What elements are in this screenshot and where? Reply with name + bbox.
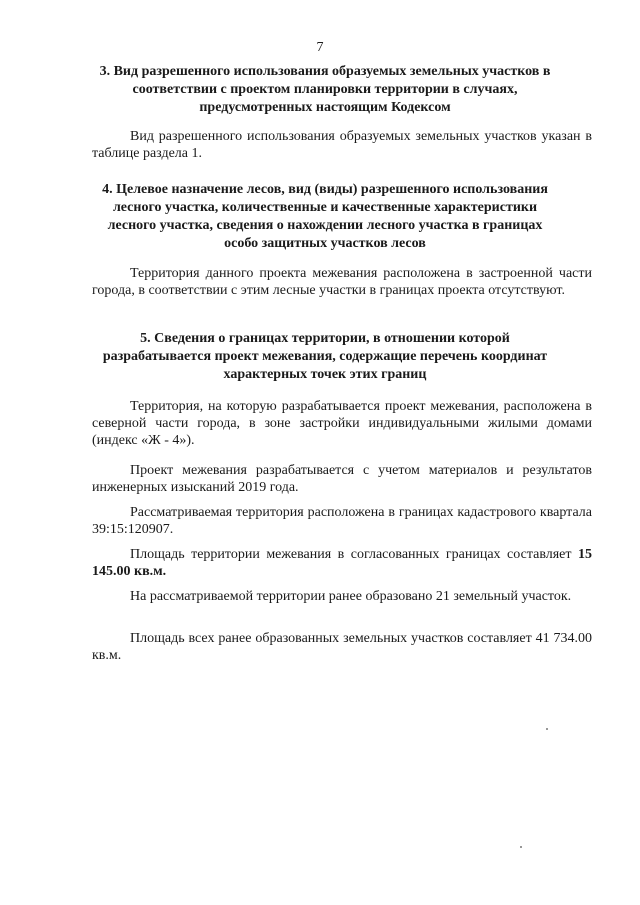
scan-speck [520, 846, 522, 848]
area-value: 15 145.00 кв.м. [92, 547, 593, 579]
section-5-paragraph-plots-count: На рассматриваемой территории ранее образовано 21 земельный участок. [130, 589, 572, 604]
section-4-paragraph: Территория данного проекта межевания расположена в застроенной части города, в соответствии с этим лесные участки в границах проекта отсутствуют. [92, 266, 592, 298]
section-5-paragraph-cadastral: Рассматриваемая территория расположена в границах кадастрового квартала 39:15:120907. [92, 505, 592, 537]
section-5-paragraph-area [92, 546, 592, 580]
section-5-heading: 5. Сведения о границах территории, в отношении которой разрабатывается проект межевания, содержащие перечень координат характерных точек этих границ [102, 331, 548, 382]
section-5-paragraph-surveys: Проект межевания разрабатывается с учетом материалов и результатов инженерных изысканий 2019 года. [92, 463, 592, 495]
area-text: Площадь территории межевания в согласованных границах составляет [130, 547, 572, 562]
scan-speck [546, 728, 548, 730]
section-3-heading: 3. Вид разрешенного использования образуемых земельных участков в соответствии с проектом планировки территории в случаях, предусмотренных настоящим Кодексом [99, 64, 551, 115]
section-5-paragraph-plots-area: Площадь всех ранее образованных земельных участков составляет 41 734.00 кв.м. [92, 631, 592, 663]
page-number: 7 [316, 40, 324, 55]
section-3-paragraph: Вид разрешенного использования образуемых земельных участков указан в таблице раздела 1. [92, 129, 592, 161]
section-5-paragraph-territory: Территория, на которую разрабатывается проект межевания, расположена в северной части города, в зоне застройки индивидуальными жилыми домами (индекс «Ж - 4»). [92, 399, 592, 448]
section-4-heading: 4. Целевое назначение лесов, вид (виды) разрешенного использования лесного участка, количественные и качественные характеристики лесного участка, сведения о нахождении лесного участка в границах особо защитных участков лесов [102, 182, 548, 251]
